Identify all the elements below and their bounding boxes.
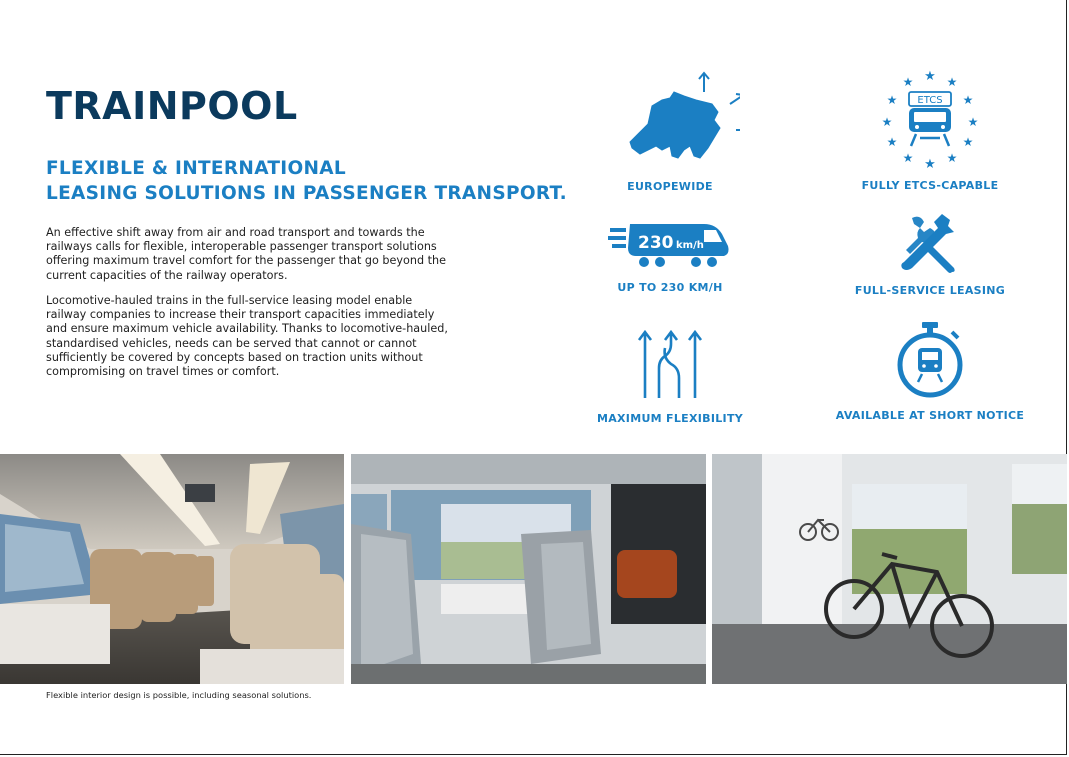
body-paragraph: Locomotive-hauled trains in the full-service leasing model enable railway companies to increase their transport capacities immediately and ensure maximum vehicle availability. Thanks to locomotive-hauled, standardised vehicles, needs can be served that cannot or cannot sufficiently be covered by concepts based on traction units without compromising on travel times or comfort. (46, 294, 448, 379)
speed-value: 230 (638, 233, 674, 253)
svg-text:★: ★ (924, 69, 936, 84)
first-class-seats-photo (0, 454, 344, 684)
feature-label-service: FULL-SERVICE LEASING (854, 284, 1006, 297)
svg-text:★: ★ (924, 157, 936, 170)
feature-label-etcs: FULLY ETCS-CAPABLE (861, 179, 999, 192)
europe-map-icon (600, 66, 740, 170)
svg-text:★: ★ (881, 115, 893, 129)
feature-service (830, 212, 1030, 297)
feature-label-flexibility: MAXIMUM FLEXIBILITY (596, 412, 744, 425)
stopwatch-train-icon (894, 320, 966, 400)
page-title: TRAINPOOL (46, 84, 298, 128)
etcs-badge-text: ETCS (917, 95, 943, 106)
feature-short-notice (830, 320, 1030, 422)
intro-paragraph: An effective shift away from air and road transport and towards the railways calls for flexible, interoperable passenger transport solutions offering maximum travel comfort for the passenger that go beyond the current capacities of the railway operators. (46, 226, 446, 282)
tools-icon (898, 212, 962, 274)
svg-text:★: ★ (886, 135, 898, 149)
feature-label-short-notice: AVAILABLE AT SHORT NOTICE (835, 409, 1025, 422)
bicycle-area-photo (712, 454, 1067, 684)
speed-train-icon (608, 218, 732, 272)
etcs-train-icon (878, 66, 982, 170)
compartment-table-photo (351, 454, 706, 684)
feature-europewide (570, 66, 770, 193)
svg-text:★: ★ (962, 93, 974, 107)
svg-text:★: ★ (902, 151, 914, 165)
svg-text:★: ★ (962, 135, 974, 149)
svg-text:★: ★ (902, 75, 914, 89)
subtitle-line-2: LEASING SOLUTIONS IN PASSENGER TRANSPORT. (46, 183, 567, 204)
photo-caption: Flexible interior design is possible, including seasonal solutions. (46, 690, 312, 700)
subtitle-line-1: FLEXIBLE & INTERNATIONAL (46, 158, 347, 179)
svg-text:★: ★ (946, 75, 958, 89)
feature-etcs (830, 66, 1030, 192)
feature-flexibility (570, 328, 770, 425)
svg-text:★: ★ (886, 93, 898, 107)
speed-unit: km/h (676, 240, 704, 251)
svg-text:★: ★ (946, 151, 958, 165)
feature-label-europewide: EUROPEWIDE (627, 180, 713, 193)
svg-text:★: ★ (967, 115, 979, 129)
subtitle (46, 156, 567, 206)
feature-label-speed: UP TO 230 KM/H (617, 281, 723, 294)
arrows-icon (635, 328, 705, 400)
feature-speed (570, 218, 770, 294)
